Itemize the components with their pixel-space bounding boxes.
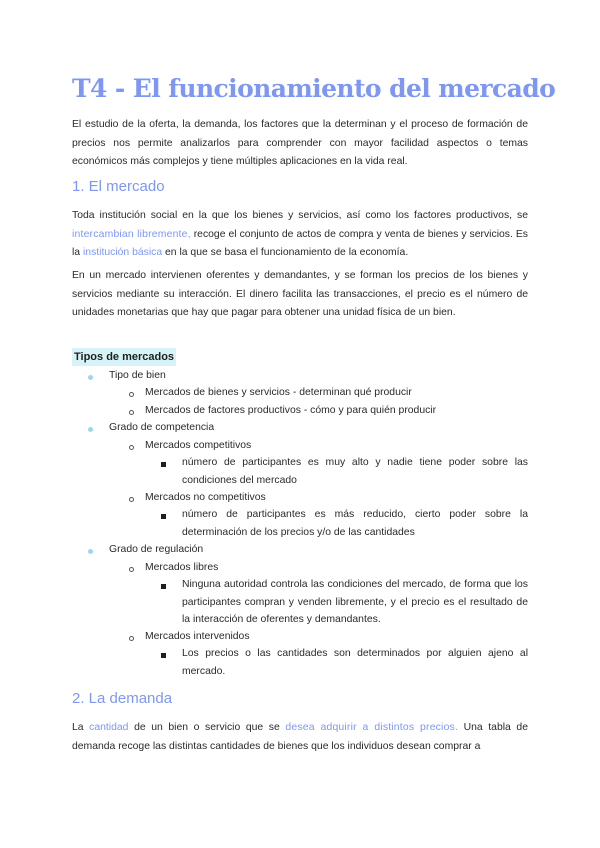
circle-bullet-icon bbox=[129, 410, 134, 415]
list-item-libres-desc: Ninguna autoridad controla las condiciones del mercado, de forma que los participantes compran y venden libremente, y el precio es el resultado de la interacción de oferentes y demandantes. bbox=[182, 579, 528, 625]
text-run: en la que se basa el funcionamiento de la economía. bbox=[162, 247, 409, 259]
list-item-bienes-servicios: Mercados de bienes y servicios - determinan qué producir bbox=[145, 387, 412, 398]
section-heading-demanda: 2. La demanda bbox=[72, 690, 173, 707]
bullet-icon bbox=[88, 375, 93, 380]
demanda-paragraph-1 bbox=[72, 719, 528, 756]
circle-bullet-icon bbox=[129, 636, 134, 641]
list-item-factores: Mercados de factores productivos - cómo y para quién producir bbox=[145, 405, 437, 416]
list-item-no-competitivos: Mercados no competitivos bbox=[145, 492, 266, 503]
square-bullet-icon bbox=[161, 462, 166, 467]
highlight-desea-adquirir: desea adquirir a distintos precios. bbox=[285, 722, 459, 733]
text-run: recoge el conjunto de actos de compra y venta de bienes y servicios. Es la bbox=[72, 228, 528, 259]
circle-bullet-icon bbox=[129, 445, 134, 450]
bullet-icon bbox=[88, 549, 93, 554]
section-heading-mercado: 1. El mercado bbox=[72, 178, 165, 195]
page-title: T4 - El funcionamiento del mercado bbox=[72, 74, 556, 103]
circle-bullet-icon bbox=[129, 392, 134, 397]
text-run: Una tabla de demanda recoge las distintas cantidades de bienes que los individuos desean comprar a bbox=[72, 722, 528, 752]
square-bullet-icon bbox=[161, 653, 166, 658]
list-item-libres: Mercados libres bbox=[145, 562, 219, 573]
list-item-competitivos: Mercados competitivos bbox=[145, 440, 252, 451]
circle-bullet-icon bbox=[129, 497, 134, 502]
intro-paragraph: El estudio de la oferta, la demanda, los factores que la determinan y el proceso de formación de precios nos permite analizarlos para comprender con mayor facilidad aspectos o temas económicos más complejos y tiene múltiples aplicaciones en la vida real. bbox=[72, 119, 528, 168]
highlight-institucion: institución básica bbox=[82, 247, 163, 259]
list-item-tipo-bien: Tipo de bien bbox=[109, 370, 166, 381]
square-bullet-icon bbox=[161, 584, 166, 589]
square-bullet-icon bbox=[161, 514, 166, 519]
text-run: de un bien o servicio que se bbox=[128, 722, 286, 733]
circle-bullet-icon bbox=[129, 567, 134, 572]
text-run: Toda institución social en la que los bienes y servicios, así como los factores productivos, se bbox=[72, 210, 528, 221]
types-subtitle: Tipos de mercados bbox=[72, 348, 176, 366]
highlight-intercambian: intercambian libremente, bbox=[72, 228, 191, 240]
list-item-regulacion: Grado de regulación bbox=[109, 544, 204, 555]
list-item-competencia: Grado de competencia bbox=[109, 422, 215, 433]
list-item-intervenidos: Mercados intervenidos bbox=[145, 631, 250, 642]
mercado-paragraph-2: En un mercado intervienen oferentes y demandantes, y se forman los precios de los bienes y servicios mediante su interacción. El dinero facilita las transacciones, el precio es el número de unidades monetarias que hay que pagar para obtener una unidad física de un bien. bbox=[72, 270, 528, 319]
bullet-icon bbox=[88, 427, 93, 432]
list-item-intervenidos-desc: Los precios o las cantidades son determinados por alguien ajeno al mercado. bbox=[182, 648, 528, 677]
list-item-competitivos-desc: número de participantes es muy alto y nadie tiene poder sobre las condiciones del mercado bbox=[182, 457, 528, 486]
text-run: La bbox=[72, 722, 90, 733]
mercado-paragraph-1 bbox=[72, 207, 528, 263]
highlight-cantidad: cantidad bbox=[89, 722, 129, 733]
list-item-no-competitivos-desc: número de participantes es más reducido, cierto poder sobre la determinación de los precios y/o de las cantidades bbox=[182, 509, 528, 538]
